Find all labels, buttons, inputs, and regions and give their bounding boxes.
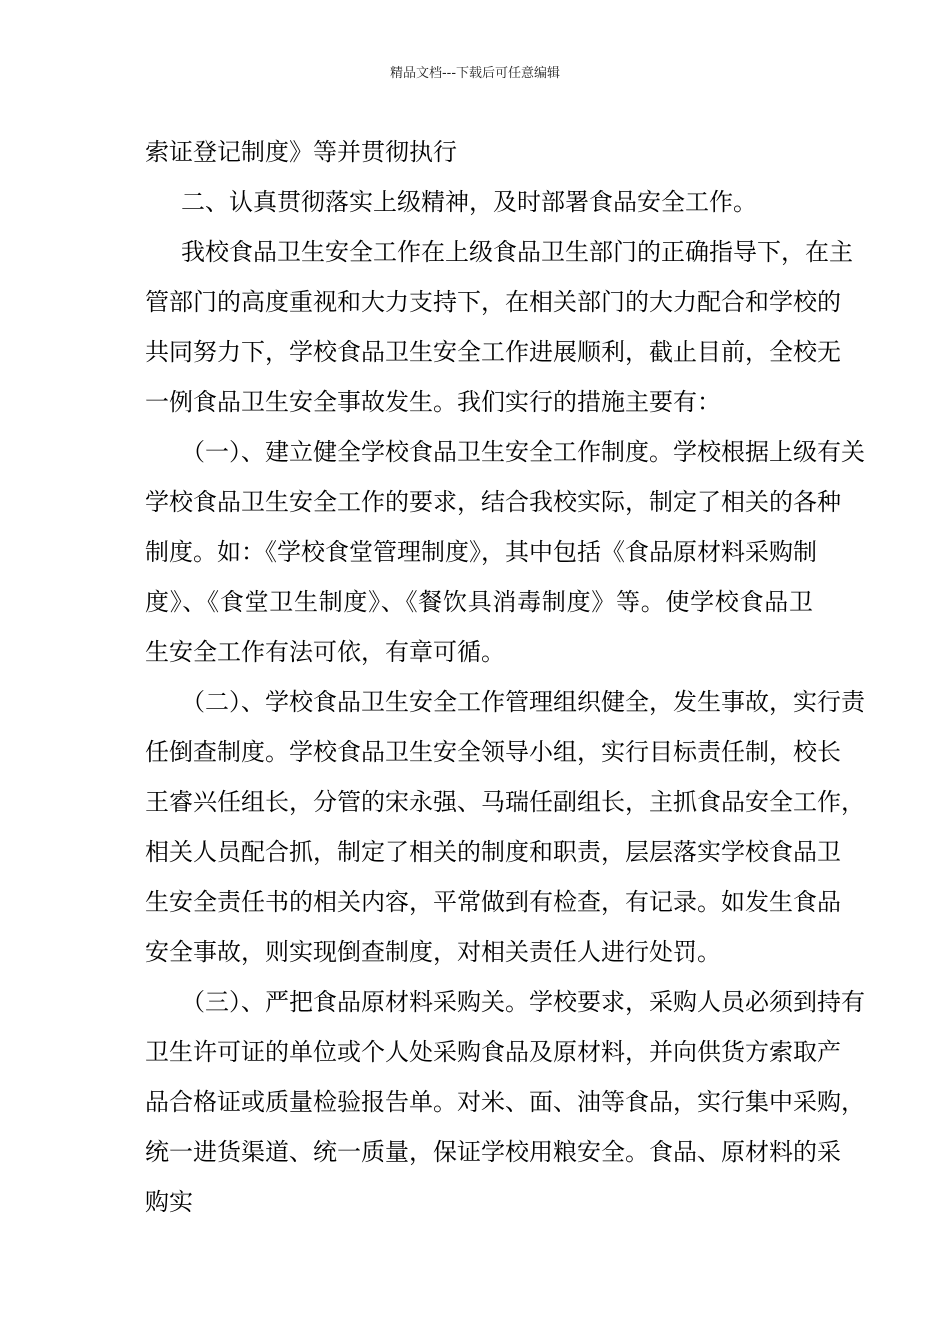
text-line: 我校食品卫生安全工作在上级食品卫生部门的正确指导下，在主: [181, 238, 853, 266]
text-line: （一）、建立健全学校食品卫生安全工作制度。学校根据上级有关: [181, 438, 865, 466]
text-line: 一例食品卫生安全事故发生。我们实行的措施主要有：: [145, 388, 721, 416]
text-line: 安全事故，则实现倒查制度，对相关责任人进行处罚。: [145, 938, 721, 966]
document-body: [145, 127, 865, 1227]
text-line: 品合格证或质量检验报告单。对米、面、油等食品，实行集中采购，: [145, 1088, 865, 1116]
text-line: 购实: [145, 1188, 193, 1216]
text-line: 索证登记制度》等并贯彻执行: [145, 138, 457, 166]
text-line: 学校食品卫生安全工作的要求，结合我校实际，制定了相关的各种: [145, 488, 841, 516]
text-line: 管部门的高度重视和大力支持下，在相关部门的大力配合和学校的: [145, 288, 841, 316]
text-line: 度》、《食堂卫生制度》、《餐饮具消毒制度》等。使学校食品卫: [145, 588, 813, 616]
text-line: 制度。如：《学校食堂管理制度》，其中包括《食品原材料采购制: [145, 538, 817, 566]
text-line: （二）、学校食品卫生安全工作管理组织健全，发生事故，实行责: [181, 688, 865, 716]
text-line: 卫生许可证的单位或个人处采购食品及原材料，并向供货方索取产: [145, 1038, 841, 1066]
page-header: 精品文档---下载后可任意编辑: [389, 66, 561, 81]
text-line: 相关人员配合抓，制定了相关的制度和职责，层层落实学校食品卫: [145, 838, 841, 866]
text-line: 共同努力下，学校食品卫生安全工作进展顺利，截止目前，全校无: [145, 338, 841, 366]
text-line: 生安全责任书的相关内容，平常做到有检查，有记录。如发生食品: [145, 888, 841, 916]
text-line: 任倒查制度。学校食品卫生安全领导小组，实行目标责任制，校长: [145, 738, 841, 766]
text-line: 生安全工作有法可依，有章可循。: [145, 638, 505, 666]
text-line: 统一进货渠道、统一质量，保证学校用粮安全。食品、原材料的采: [145, 1138, 841, 1166]
text-line: （三）、严把食品原材料采购关。学校要求，采购人员必须到持有: [181, 988, 865, 1016]
text-line: 王睿兴任组长，分管的宋永强、马瑞任副组长，主抓食品安全工作，: [145, 788, 865, 816]
paragraph-heading: 二、认真贯彻落实上级精神，及时部署食品安全工作。: [181, 188, 757, 216]
